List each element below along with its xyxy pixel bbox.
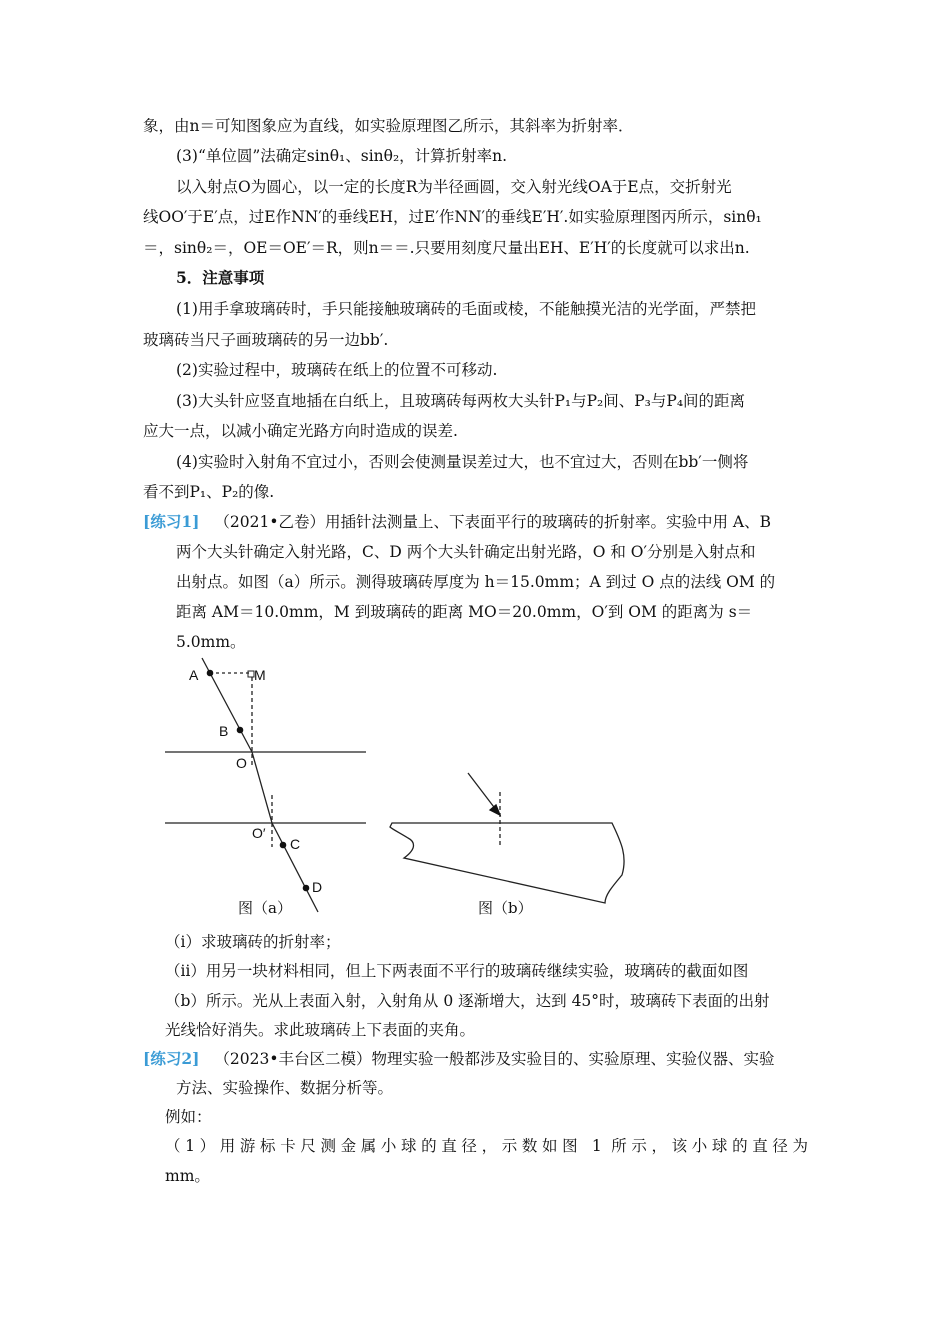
exercise-2-header bbox=[143, 1044, 808, 1074]
refracted-ray bbox=[252, 752, 272, 823]
paragraph-line: 5.0mm。 bbox=[176, 633, 246, 651]
label-m: M bbox=[254, 667, 266, 683]
paragraph-line: (3)大头针应竖直地插在白纸上，且玻璃砖每两枚大头针P₁与P₂间、P₃与P₄间的距离 bbox=[176, 392, 746, 410]
refraction-figure bbox=[160, 655, 630, 925]
paragraph-line: 方法、实验操作、数据分析等。 bbox=[176, 1079, 394, 1097]
paragraph-line: ＝，sinθ₂＝，OE＝OE′＝R，则n＝＝.只要用刻度尺量出EH、E′H′的长度就可以求出n. bbox=[143, 239, 750, 257]
exercise-text: （2021•乙卷）用插针法测量上、下表面平行的玻璃砖的折射率。实验中用 A、B bbox=[214, 513, 771, 531]
question-2-line: （b）所示。光从上表面入射，入射角从 0 逐渐增大，达到 45°时，玻璃砖下表面的出射 bbox=[165, 992, 770, 1010]
paragraph-line: 象，由n＝可知图象应为直线，如实验原理图乙所示，其斜率为折射率． bbox=[143, 117, 634, 135]
figure-a bbox=[165, 658, 366, 912]
paragraph-line: mm。 bbox=[165, 1167, 210, 1185]
pin-c bbox=[280, 842, 287, 849]
label-o: O bbox=[236, 755, 247, 771]
question-2-line: （ⅱ）用另一块材料相同，但上下两表面不平行的玻璃砖继续实验，玻璃砖的截面如图 bbox=[165, 962, 749, 980]
paragraph-line: 距离 AM＝10.0mm，M 到玻璃砖的距离 MO＝20.0mm，O′到 OM 的距离为 s＝ bbox=[176, 603, 753, 621]
pin-d bbox=[303, 885, 310, 892]
exercise-tag: [练习1] bbox=[143, 512, 200, 531]
wedge-glass-outline bbox=[390, 823, 624, 903]
exercise-tag: [练习2] bbox=[143, 1049, 200, 1068]
paragraph-line: 线OO′于E′点，过E作NN′的垂线EH，过E′作NN′的垂线E′H′.如实验原理图丙所示，sinθ₁ bbox=[143, 208, 762, 226]
label-b: B bbox=[219, 723, 229, 739]
caption-b: 图（b） bbox=[478, 899, 533, 917]
section-heading: 5．注意事项 bbox=[176, 268, 265, 287]
paragraph-line: 玻璃砖当尺子画玻璃砖的另一边bb′. bbox=[143, 331, 389, 349]
paragraph-line: 看不到P₁、P₂的像. bbox=[143, 483, 275, 501]
paragraph-line: (4)实验时入射角不宜过小，否则会使测量误差过大，也不宜过大，否则在bb′一侧将 bbox=[176, 453, 749, 471]
paragraph-line: 出射点。如图（a）所示。测得玻璃砖厚度为 h＝15.0mm；A 到过 O 点的法线 OM 的 bbox=[176, 573, 776, 591]
exercise-1-header bbox=[143, 507, 808, 537]
paragraph-line: (1)用手拿玻璃砖时，手只能接触玻璃砖的毛面或棱，不能触摸光洁的光学面，严禁把 bbox=[176, 300, 756, 318]
paragraph-line: 例如： bbox=[165, 1108, 212, 1126]
exercise-text: （2023•丰台区二模）物理实验一般都涉及实验目的、实验原理、实验仪器、实验 bbox=[214, 1050, 775, 1068]
pin-a bbox=[207, 670, 214, 677]
arrow-head-icon bbox=[490, 805, 500, 815]
label-c: C bbox=[290, 836, 301, 852]
paragraph-line: 两个大头针确定入射光路，C、D 两个大头针确定出射光路，O 和 O′分别是入射点和 bbox=[176, 543, 756, 561]
paragraph-line: (3)“单位圆”法确定sinθ₁、sinθ₂，计算折射率n. bbox=[176, 147, 508, 165]
label-o-prime: O′ bbox=[252, 825, 266, 841]
caption-a: 图（a） bbox=[238, 899, 292, 917]
question-2-line: 光线恰好消失。求此玻璃砖上下表面的夹角。 bbox=[165, 1021, 476, 1039]
paragraph-line: (2)实验过程中，玻璃砖在纸上的位置不可移动. bbox=[176, 361, 498, 379]
paragraph-line: （1）用游标卡尺测金属小球的直径，示数如图 1 所示，该小球的直径为 bbox=[165, 1137, 808, 1155]
label-a: A bbox=[189, 667, 199, 683]
pin-b bbox=[237, 727, 244, 734]
paragraph-line: 应大一点，以减小确定光路方向时造成的误差. bbox=[143, 422, 458, 440]
label-d: D bbox=[312, 879, 323, 895]
pins bbox=[207, 670, 310, 892]
figure-b bbox=[390, 773, 624, 903]
question-1: （ⅰ）求玻璃砖的折射率； bbox=[165, 933, 341, 951]
paragraph-line: 以入射点O为圆心，以一定的长度R为半径画圆，交入射光线OA于E点，交折射光 bbox=[176, 178, 732, 196]
